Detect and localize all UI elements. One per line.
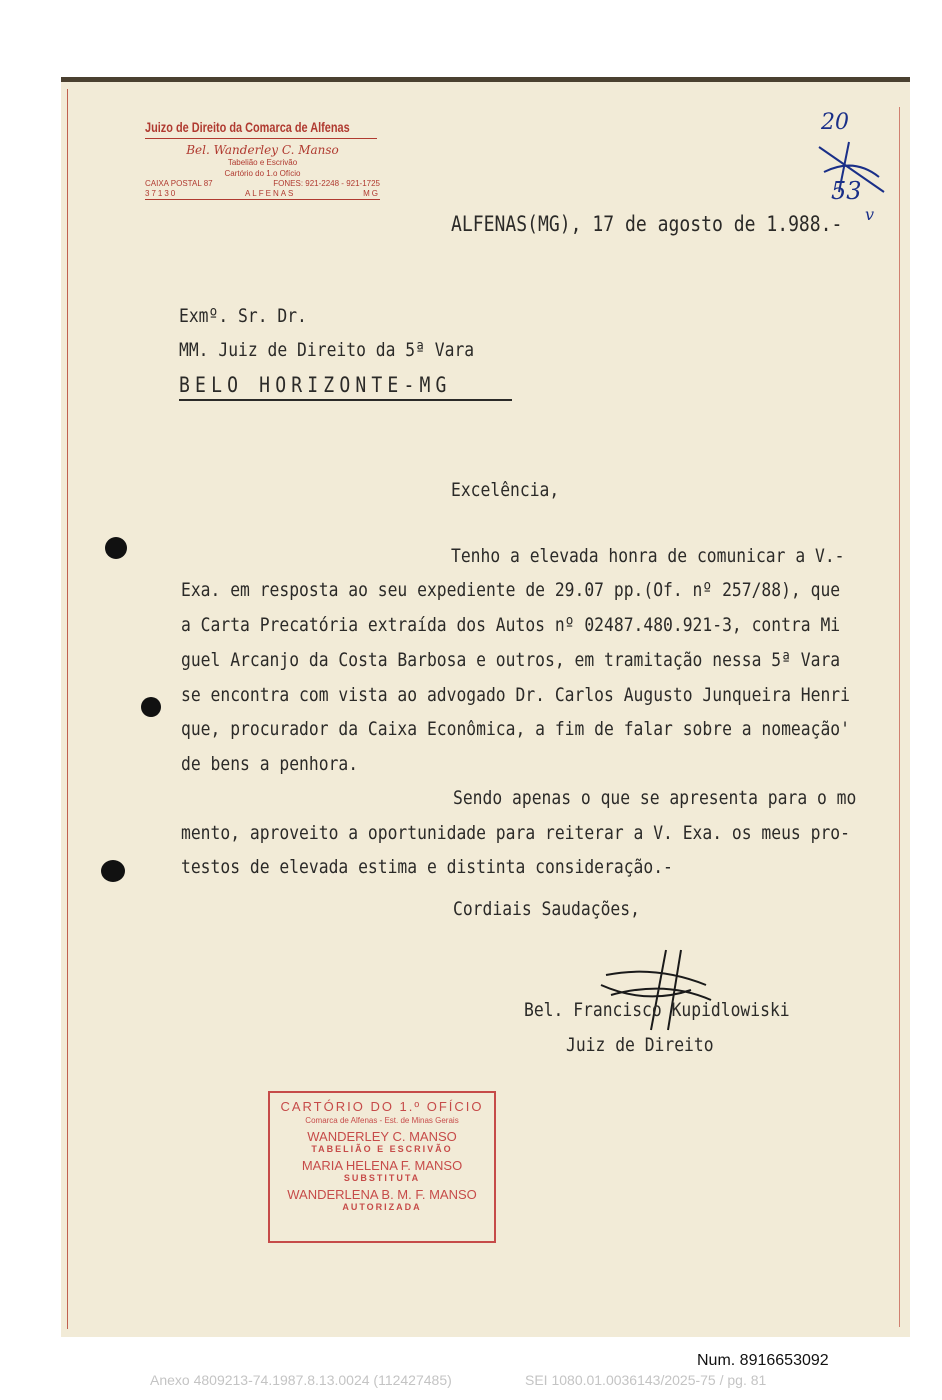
address-line-3: BELO HORIZONTE-MG <box>179 373 452 397</box>
handwritten-number-mid: 53 <box>831 177 862 205</box>
body-line: a Carta Precatória extraída dos Autos nº 02487.480.921-3, contra Mi <box>181 614 841 636</box>
body-line: de bens a penhora. <box>181 753 359 775</box>
handwritten-number-top: 20 <box>821 110 849 135</box>
document-number: Num. 8916653092 <box>697 1352 829 1369</box>
letterhead-caixa: CAIXA POSTAL 87 <box>145 179 213 188</box>
address-line-1: Exmº. Sr. Dr. <box>179 305 307 327</box>
letterhead-rule <box>145 138 377 139</box>
letterhead-contact <box>145 179 380 189</box>
stamp-name-1: WANDERLEY C. MANSO <box>307 1129 457 1144</box>
stamp-role-1: TABELIÃO E ESCRIVÃO <box>311 1144 453 1154</box>
handwritten-mark: v <box>865 205 875 224</box>
letterhead-name: Bel. Wanderley C. Manso <box>186 143 339 157</box>
footer-sei: SEI 1080.01.0036143/2025-75 / pg. 81 <box>525 1372 767 1388</box>
letterhead <box>145 119 380 200</box>
letter-page <box>61 77 910 1337</box>
left-margin-rule <box>67 89 68 1329</box>
letterhead-city: ALFENAS <box>244 189 296 198</box>
signatory-title: Juiz de Direito <box>566 1034 714 1056</box>
body-line: Sendo apenas o que se apresenta para o mo <box>453 787 857 809</box>
letterhead-court: Juizo de Direito da Comarca de Alfenas <box>145 119 350 135</box>
letterhead-location <box>145 189 380 200</box>
body-line: Exa. em resposta ao seu expediente de 29.07 pp.(Of. nº 257/88), que <box>181 579 841 601</box>
stamp-role-2: SUBSTITUTA <box>343 1173 421 1183</box>
body-line: se encontra com vista ao advogado Dr. Carlos Augusto Junqueira Henri <box>181 684 850 706</box>
letterhead-line2: Cartório do 1.o Ofício <box>224 169 301 178</box>
letterhead-state: MG <box>363 189 380 198</box>
stamp-subtitle: Comarca de Alfenas - Est. de Minas Gerais <box>305 1116 459 1125</box>
stamp-title: CARTÓRIO DO 1.º OFÍCIO <box>280 1099 484 1114</box>
punch-hole <box>105 537 127 559</box>
letterhead-cep: 37130 <box>145 189 178 198</box>
address-line-2: MM. Juiz de Direito da 5ª Vara <box>179 339 475 361</box>
stamp-name-2: MARIA HELENA F. MANSO <box>301 1158 463 1173</box>
body-line: que, procurador da Caixa Econômica, a fim de falar sobre a nomeação' <box>181 718 850 740</box>
punch-hole <box>141 697 161 717</box>
salutation: Excelência, <box>451 479 560 501</box>
body-line: Tenho a elevada honra de comunicar a V.- <box>451 545 845 567</box>
body-line: guel Arcanjo da Costa Barbosa e outros, em tramitação nessa 5ª Vara <box>181 649 841 671</box>
closing: Cordiais Saudações, <box>453 898 640 920</box>
footer-annex: Anexo 4809213-74.1987.8.13.0024 (112427485) <box>150 1372 452 1388</box>
punch-hole <box>101 860 125 882</box>
letterhead-fones: FONES: 921-2248 - 921-1725 <box>273 179 380 188</box>
registry-stamp <box>268 1091 496 1243</box>
address-underline <box>179 399 512 401</box>
body-line: mento, aproveito a oportunidade para reiterar a V. Exa. os meus pro- <box>181 822 850 844</box>
body-line: testos de elevada estima e distinta consideração.- <box>181 856 673 878</box>
top-edge <box>61 77 910 82</box>
signature-scribble <box>596 945 716 1035</box>
signatory-name: Bel. Francisco Kupidlowiski <box>524 999 790 1021</box>
letterhead-line1: Tabelião e Escrivão <box>227 158 298 167</box>
stamp-role-3: AUTORIZADA <box>342 1202 422 1212</box>
letter-date: ALFENAS(MG), 17 de agosto de 1.988.- <box>451 212 843 236</box>
right-margin-rule <box>899 107 900 1327</box>
stamp-name-3: WANDERLENA B. M. F. MANSO <box>287 1187 477 1202</box>
